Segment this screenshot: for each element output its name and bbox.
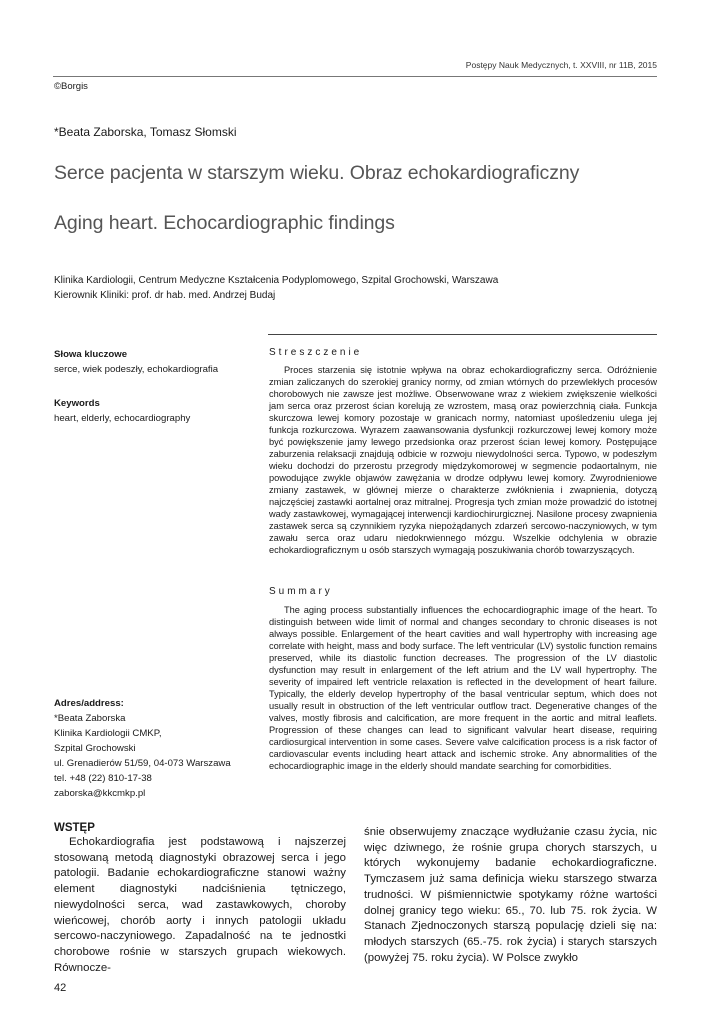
authors: *Beata Zaborska, Tomasz Słomski bbox=[54, 125, 237, 139]
body-left-column bbox=[54, 822, 346, 976]
keywords-text: heart, elderly, echocardiography bbox=[54, 413, 191, 424]
affiliation-line: Klinika Kardiologii, Centrum Medyczne Kształcenia Podyplomowego, Szpital Grochowski, Warszawa bbox=[54, 275, 499, 286]
body-paragraph: śnie obserwujemy znaczące wydłużanie czasu życia, nic więc dziwnego, że rośnie grupa chorych starszych, u których wykonujemy badanie echokardiograficzne. Tymczasem już sama definicja wieku starszego stwarza trudności. W piśmiennictwie spotykamy różne wartości dolnej granicy tego wieku: 65., 70. lub 75. rok życia. W Stanach Zjednoczonych starszą populację dzieli się na: młodych starszych (65.-75. rok życia) i starych starszych (powyżej 75. roku życia). W Polsce zwykło bbox=[364, 826, 657, 964]
streszczenie-heading: Streszczenie bbox=[269, 347, 363, 358]
abstract-divider bbox=[268, 334, 657, 335]
affiliation bbox=[54, 273, 498, 303]
title-polish: Serce pacjenta w starszym wieku. Obraz echokardiograficzny bbox=[54, 162, 580, 184]
summary-text: The aging process substantially influences the echocardiographic image of the heart. To distinguish between wide limit of normal and changes secondary to chronic diseases is not always possible. Enlargement of the heart cavities and wall hypertrophy with increasing age correlate with height, mass and body surface. The left ventricular (LV) systolic function remains preserved, while its diastolic function decreases. The progression of the LV diastolic dysfunction may result in enlargement of the left atrium and the LV wall hypertrophy. The severity of impaired left ventricle relaxation is reflected in the development of heart failure. Typically, the elderly develop hypertrophy of the basal ventricular septum, which does not usually result in obstruction of the left ventricular outflow tract. Degenerative changes of the valves, mostly fibrosis and calcification, are more frequent in the aortic and mitral leaflets. Progression of these changes can lead to significant valvular heart disease, requiring cardiosurgical intervention in some cases. Severe valve calcification process is a risk factor of cardiovascular events including heart attack and ischemic stroke. Any abnormalities of the echocardiographic image in the elderly should mandate searching for comorbidities. bbox=[269, 605, 657, 771]
page-number: 42 bbox=[54, 982, 67, 994]
address-line: ul. Grenadierów 51/59, 04-073 Warszawa bbox=[54, 758, 231, 769]
body-paragraph: Echokardiografia jest podstawową i najszerzej stosowaną metodą diagnostyki obrazowej serca i jego patologii. Badanie echokardiograficzne stanowi ważny element diagnostyki nadciśnienia tętniczego, niewydolności serca, wad zastawkowych, choroby wieńcowej, chorób aorty i innych patologii układu sercowo-naczyniowego. Zapadalność na te jednostki chorobowe rośnie w starszych grupach wiekowych. Równocze- bbox=[54, 836, 346, 974]
section-heading-wstep: WSTĘP bbox=[54, 822, 95, 834]
address-heading: Adres/address: bbox=[54, 698, 124, 709]
address-line: Szpital Grochowski bbox=[54, 743, 136, 754]
streszczenie-text: Proces starzenia się istotnie wpływa na obraz echokardiograficzny serca. Odróżnienie zmian zaliczanych do szerokiej granicy normy, od zmian wtórnych do przewlekłych procesów chorobowych nie zawsze jest możliwe. Obserwowane wraz z wiekiem zwiększenie wielkości jam serca oraz przerost ścian korelują ze wzrostem, masą oraz powierzchnią ciała. Funkcja skurczowa lewej komory pozostaje w granicach normy, natomiast upośledzeniu ulega jej funkcja rozkurczowa. Wyrazem zaawansowania dysfunkcji rozkurczowej lewej komory może być powiększenie jamy lewego przedsionka oraz przerost ścian lewej komory. Postępujące zaburzenia relaksacji znajdują odbicie w rozwoju niewydolności serca. Typowo, w podeszłym wieku dochodzi do przerostu przegrody międzykomorowej w segmencie podaortalnym, nie powodujące zwykle objawów zawężania w drodze odpływu lewej komory. Zwyrodnieniowe zmiany zastawek, w głównej mierze o charakterze zwłóknienia i zwapnienia, dotyczą najczęściej zastawki aortalnej oraz mitralnej. Progresja tych zmian może prowadzić do istotnej wady zastawkowej, wymagającej interwencji kardiochirurgicznej. Nasilone procesy zwapnienia zastawek serca są czynnikiem ryzyka niepożądanych zdarzeń sercowo-naczyniowych, w tym zawału serca oraz udaru niedokrwiennego mózgu. Wszelkie odchylenia w obrazie echokardiograficznym u osób starszych wymagają poszukiwania chorób towarzyszących. bbox=[269, 365, 657, 555]
address-line: tel. +48 (22) 810-17-38 bbox=[54, 773, 152, 784]
summary-heading: Summary bbox=[269, 586, 333, 597]
affiliation-head: Kierownik Kliniki: prof. dr hab. med. Andrzej Budaj bbox=[54, 290, 276, 301]
keywords-text: serce, wiek podeszły, echokardiografia bbox=[54, 364, 219, 375]
journal-header: Postępy Nauk Medycznych, t. XXVIII, nr 11B, 2015 bbox=[465, 60, 657, 70]
keywords-heading: Słowa kluczowe bbox=[54, 349, 128, 360]
correspondence-address bbox=[54, 696, 254, 801]
keywords-heading: Keywords bbox=[54, 398, 100, 409]
header-divider bbox=[53, 76, 657, 77]
keywords-english bbox=[54, 396, 254, 426]
keywords-polish bbox=[54, 347, 254, 377]
address-line: Klinika Kardiologii CMKP, bbox=[54, 728, 162, 739]
email-address: zaborska@kkcmkp.pl bbox=[54, 788, 146, 799]
title-english: Aging heart. Echocardiographic findings bbox=[54, 212, 395, 234]
address-line: *Beata Zaborska bbox=[54, 713, 126, 724]
body-right-column bbox=[364, 825, 657, 966]
copyright-notice: ©Borgis bbox=[54, 81, 88, 92]
